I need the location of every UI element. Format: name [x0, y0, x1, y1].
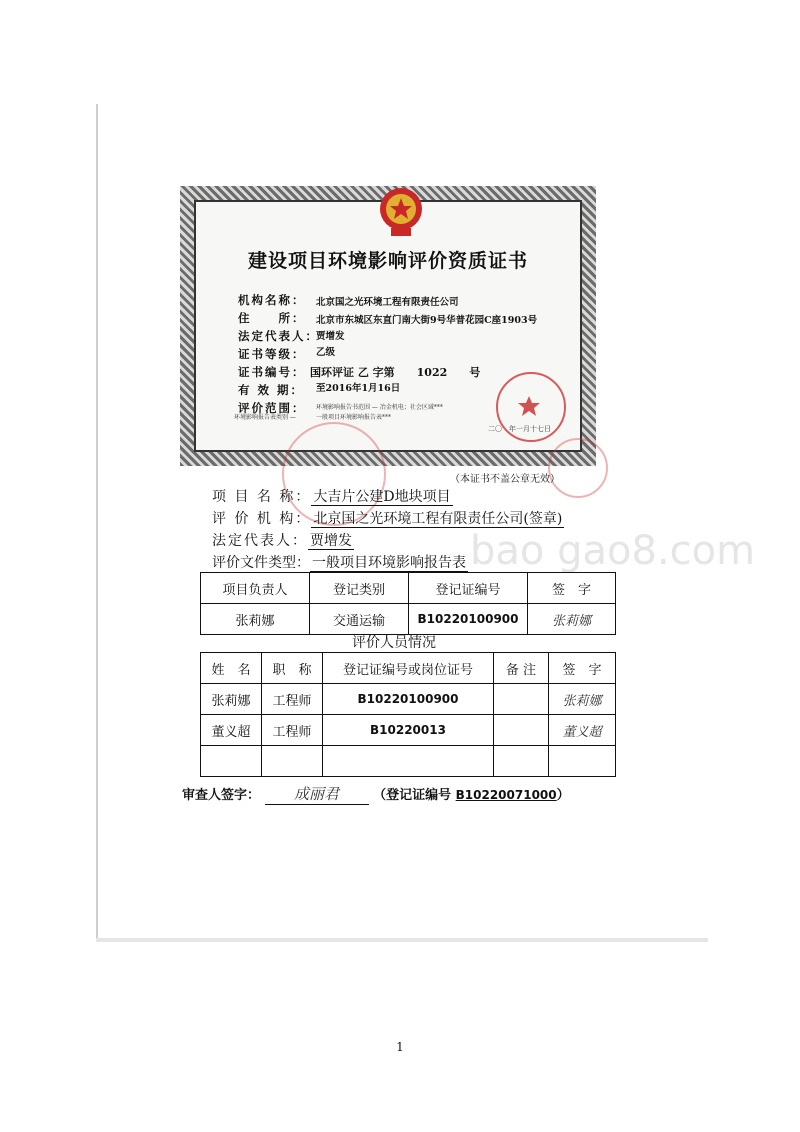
reviewer-label: 审查人签字： [182, 788, 261, 803]
project-name-label: 项 目 名 称： [212, 489, 312, 505]
scope-line-1: 环境影响报告书范围 — 冶金机电；社会区域*** [316, 404, 443, 411]
header-cell: 登记类别 [310, 573, 409, 604]
table-row [201, 715, 616, 746]
cell-reg-no: B10220100900 [409, 604, 528, 635]
field-validity: 有 效 期： [238, 383, 305, 397]
field-legal-rep: 法定代表人： [238, 329, 319, 343]
address-value: 北京市东城区东直门南大街9号华普花园C座1903号 [316, 315, 538, 326]
cell-signature: 张莉娜 [549, 684, 616, 715]
cell-reg-no: B10220013 [323, 715, 494, 746]
cell-title: 工程师 [262, 715, 323, 746]
project-name-value: 大吉片公建D地块项目 [313, 489, 451, 505]
watermark: bao gao8.com [470, 528, 756, 574]
cell-signature: 董义超 [549, 715, 616, 746]
certificate-body [194, 200, 582, 452]
scope-line-2-label: 环境影响报告表类别 — [234, 414, 296, 421]
cell-title: 工程师 [262, 684, 323, 715]
staff-table [200, 652, 616, 777]
reviewer-reg-no: B10220071000 [455, 788, 557, 802]
cell-category: 交通运输 [310, 604, 409, 635]
doc-type-label: 评价文件类型： [212, 555, 310, 571]
project-name-row [212, 486, 453, 506]
cert-no-value: 国环评证 乙 字第 1022 号 [310, 366, 481, 379]
qualification-certificate [180, 186, 596, 466]
grade-value: 乙级 [316, 347, 336, 358]
header-cell: 备 注 [494, 653, 549, 684]
cell-signature [549, 746, 616, 777]
page-number: 1 [396, 1040, 404, 1054]
field-scope: 评价范围： [238, 401, 306, 415]
cell-leader-name: 张莉娜 [201, 604, 310, 635]
national-emblem-icon [376, 184, 426, 238]
table-header-row [201, 653, 616, 684]
legal-rep-name: 贾增发 [310, 533, 352, 549]
header-cell: 登记证编号或岗位证号 [323, 653, 494, 684]
legal-rep-label: 法定代表人： [212, 533, 308, 549]
cell-reg-no [323, 746, 494, 777]
table-header-row [201, 573, 616, 604]
staff-section-title: 评价人员情况 [352, 635, 436, 651]
header-cell: 项目负责人 [201, 573, 310, 604]
project-leader-table [200, 572, 616, 635]
validity-value: 至2016年1月16日 [316, 383, 401, 394]
header-cell: 签 字 [549, 653, 616, 684]
cell-remark [494, 746, 549, 777]
cell-name: 张莉娜 [201, 684, 262, 715]
doc-type-value: 一般项目环境影响报告表 [312, 555, 466, 571]
org-name-value: 北京国之光环境工程有限责任公司 [316, 297, 459, 308]
legal-rep-row [212, 530, 354, 550]
seal-star-icon [518, 396, 540, 416]
header-cell: 姓 名 [201, 653, 262, 684]
issue-date: 二〇 年一月十七日 [488, 425, 551, 433]
cell-title [262, 746, 323, 777]
table-row [201, 684, 616, 715]
certificate-title: 建设项目环境影响评价资质证书 [247, 250, 528, 272]
assessment-org-value: 北京国之光环境工程有限责任公司(签章) [313, 511, 563, 527]
field-org-name: 机构名称： [238, 293, 306, 307]
cell-signature: 张莉娜 [528, 604, 616, 635]
cell-name: 董义超 [201, 715, 262, 746]
assessment-org-row [212, 508, 564, 528]
table-row [201, 746, 616, 777]
edge-seal [548, 438, 608, 498]
cell-remark [494, 715, 549, 746]
cell-remark [494, 684, 549, 715]
scope-line-2: 一般项目环境影响报告表*** [316, 414, 392, 421]
cell-reg-no: B10220100900 [323, 684, 494, 715]
table-row [201, 604, 616, 635]
header-cell: 签 字 [528, 573, 616, 604]
header-cell: 职 称 [262, 653, 323, 684]
field-grade: 证书等级： [238, 347, 306, 361]
assessment-org-label: 评 价 机 构： [212, 511, 312, 527]
reviewer-reg-suffix: ） [556, 788, 570, 803]
reviewer-reg-prefix: （登记证编号 [373, 788, 452, 803]
doc-type-row [212, 552, 468, 572]
field-address: 住 所： [238, 311, 306, 325]
field-cert-no: 证书编号： [238, 365, 306, 379]
certificate-note: （本证书不盖公章无效） [450, 474, 560, 485]
legal-rep-value: 贾增发 [316, 331, 345, 342]
scan-edge [96, 938, 708, 942]
reviewer-signature: 成丽君 [265, 783, 369, 805]
reviewer-row [182, 783, 570, 805]
cell-name [201, 746, 262, 777]
header-cell: 登记证编号 [409, 573, 528, 604]
